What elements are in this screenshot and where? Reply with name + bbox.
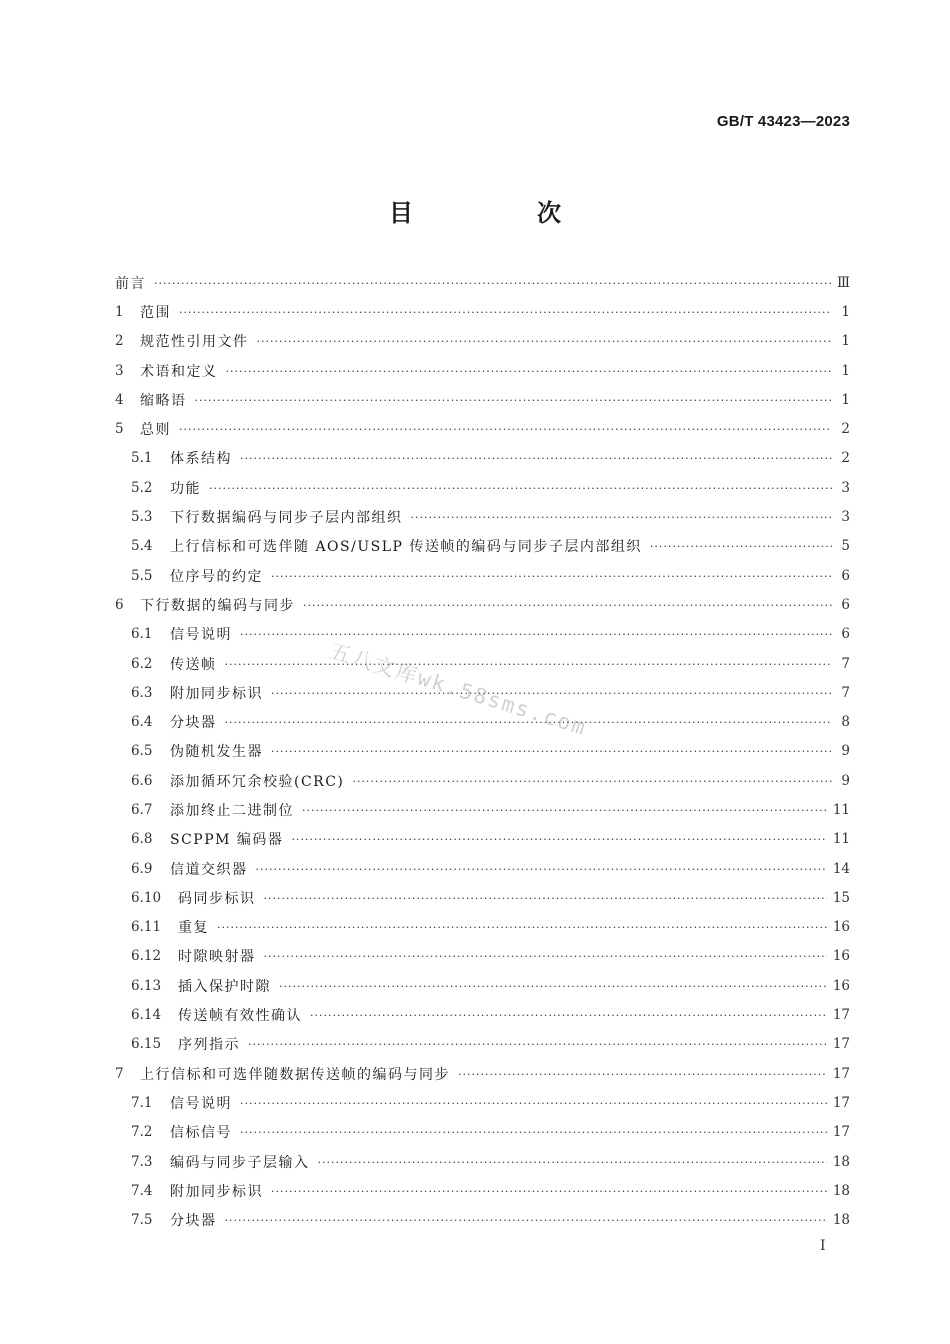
toc-entry-number: 6.1: [131, 626, 153, 643]
toc-entry-page: 6: [841, 567, 850, 584]
toc-entry-page: 11: [832, 831, 850, 848]
toc-entry-page: 18: [832, 1153, 850, 1170]
toc-entry-page: 6: [841, 626, 850, 643]
toc-entry-label: 编码与同步子层输入: [170, 1154, 310, 1171]
toc-entry[interactable]: [115, 356, 850, 385]
toc-leader-dots: [240, 452, 832, 466]
toc-entry-label: 下行数据的编码与同步: [140, 597, 295, 614]
toc-entry-page: 3: [841, 509, 850, 526]
toc-entry-page: 15: [832, 889, 850, 906]
toc-entry-label: 上行信标和可选伴随 AOS/USLP 传送帧的编码与同步子层内部组织: [170, 539, 642, 556]
toc-entry-number: 6: [115, 596, 124, 613]
toc-entry-page: 16: [832, 977, 850, 994]
toc-entry-label: 信道交织器: [170, 861, 248, 878]
toc-entry-number: 7.1: [131, 1094, 153, 1111]
page-number: I: [820, 1238, 826, 1254]
toc-entry-label: 分块器: [170, 715, 217, 732]
toc-entry[interactable]: [115, 1206, 850, 1235]
toc-entry[interactable]: [115, 649, 850, 678]
toc-entry-page: 18: [832, 1182, 850, 1199]
toc-entry-page: 5: [841, 538, 850, 555]
toc-entry-number: 6.9: [131, 860, 153, 877]
toc-entry-number: 6.5: [131, 743, 153, 760]
toc-entry-label: 插入保护时隙: [178, 978, 271, 995]
toc-entry-label: 序列指示: [178, 1037, 240, 1054]
toc-entry-label: 重复: [178, 920, 209, 937]
toc-entry-number: 5.1: [131, 450, 153, 467]
toc-entry[interactable]: [115, 414, 850, 443]
toc-entry-number: 5.4: [131, 538, 153, 555]
toc-entry[interactable]: [115, 795, 850, 824]
toc-leader-dots: [226, 365, 833, 379]
toc-entry-page: 7: [841, 684, 850, 701]
toc-entry[interactable]: [115, 854, 850, 883]
toc-entry-page: 2: [841, 421, 850, 438]
toc-leader-dots: [279, 980, 827, 994]
toc-entry-page: 16: [832, 948, 850, 965]
toc-leader-dots: [650, 540, 832, 554]
toc-entry-number: 1: [115, 303, 124, 320]
toc-leader-dots: [225, 658, 833, 672]
toc-leader-dots: [458, 1068, 827, 1082]
toc-entry[interactable]: [115, 327, 850, 356]
toc-entry-label: 添加终止二进制位: [170, 802, 294, 819]
toc-entry-page: 7: [841, 655, 850, 672]
toc-entry[interactable]: [115, 1118, 850, 1147]
toc-entry[interactable]: [115, 620, 850, 649]
toc-entry-number: 5: [115, 421, 124, 438]
toc-entry-number: 2: [115, 333, 124, 350]
toc-entry-number: 6.6: [131, 772, 153, 789]
toc-entry[interactable]: [115, 532, 850, 561]
toc-entry-page: 17: [832, 1124, 850, 1141]
toc-leader-dots: [271, 1185, 827, 1199]
toc-entry-number: 6.4: [131, 714, 153, 731]
toc-leader-dots: [271, 570, 832, 584]
standard-code: GB/T 43423—2023: [716, 113, 850, 130]
toc-entry-number: 5.3: [131, 509, 153, 526]
toc-entry[interactable]: [115, 883, 850, 912]
watermark: 五八文库wk.58sms.com: [326, 638, 590, 741]
toc-entry-label: 上行信标和可选伴随数据传送帧的编码与同步: [140, 1066, 450, 1083]
toc-leader-dots: [240, 1126, 827, 1140]
toc-entry-page: 18: [832, 1212, 850, 1229]
toc-leader-dots: [195, 394, 833, 408]
toc-entry[interactable]: [115, 1147, 850, 1176]
toc-entry-label: 附加同步标识: [170, 1183, 263, 1200]
toc-entry-number: 6.2: [131, 655, 153, 672]
toc-entry-label: 分块器: [170, 1213, 217, 1230]
toc-entry-number: 5.2: [131, 479, 153, 496]
toc-entry-number: 6.3: [131, 684, 153, 701]
toc-leader-dots: [264, 950, 827, 964]
toc-entry[interactable]: [115, 444, 850, 473]
toc-leader-dots: [179, 423, 832, 437]
toc-entry-number: 6.13: [131, 977, 162, 994]
toc-entry-number: 7.2: [131, 1124, 153, 1141]
toc-entry-page: 17: [832, 1094, 850, 1111]
toc-entry-label: 规范性引用文件: [140, 334, 249, 351]
table-of-contents: [115, 268, 850, 1235]
toc-entry-page: 17: [832, 1065, 850, 1082]
toc-entry-number: 6.14: [131, 1007, 162, 1024]
toc-entry-page: 1: [841, 303, 850, 320]
toc-leader-dots: [352, 775, 832, 789]
toc-leader-dots: [302, 804, 827, 818]
page-title: 目 次: [389, 199, 611, 227]
toc-entry-label: 总则: [140, 422, 171, 439]
toc-entry[interactable]: [115, 561, 850, 590]
toc-leader-dots: [225, 1214, 827, 1228]
toc-entry-number: 7: [115, 1065, 124, 1082]
toc-entry[interactable]: [115, 707, 850, 736]
toc-entry-label: 信标信号: [170, 1125, 232, 1142]
toc-entry-number: 6.10: [131, 889, 162, 906]
toc-leader-dots: [248, 1038, 827, 1052]
toc-entry-number: 6.7: [131, 801, 153, 818]
toc-leader-dots: [256, 863, 827, 877]
toc-leader-dots: [264, 892, 827, 906]
toc-entry[interactable]: [115, 590, 850, 619]
toc-entry-number: 6.8: [131, 831, 153, 848]
toc-entry-number: 6.15: [131, 1036, 162, 1053]
toc-entry[interactable]: [115, 766, 850, 795]
toc-entry-page: 8: [841, 714, 850, 731]
toc-entry-number: 7.3: [131, 1153, 153, 1170]
toc-entry[interactable]: [115, 1088, 850, 1117]
toc-entry-page: 9: [841, 772, 850, 789]
toc-entry-label: 下行数据编码与同步子层内部组织: [170, 510, 403, 527]
toc-leader-dots: [154, 277, 831, 291]
toc-entry-page: 1: [841, 333, 850, 350]
toc-entry-number: 4: [115, 391, 124, 408]
toc-leader-dots: [291, 833, 826, 847]
toc-entry-page: 16: [832, 919, 850, 936]
toc-entry-number: 6.11: [131, 919, 162, 936]
toc-entry[interactable]: [115, 297, 850, 326]
toc-entry-label: 传送帧有效性确认: [178, 1008, 302, 1025]
toc-entry-number: 5.5: [131, 567, 153, 584]
toc-entry-page: 2: [841, 450, 850, 467]
toc-entry-page: 9: [841, 743, 850, 760]
toc-entry-label: 时隙映射器: [178, 949, 256, 966]
toc-entry-label: 缩略语: [140, 392, 187, 409]
toc-entry-page: 11: [832, 801, 850, 818]
toc-entry-page: Ⅲ: [836, 274, 850, 291]
toc-entry-label: 术语和定义: [140, 363, 218, 380]
toc-entry-page: 17: [832, 1007, 850, 1024]
toc-entry-label: 伪随机发生器: [170, 744, 263, 761]
toc-leader-dots: [257, 335, 833, 349]
toc-entry-number: 3: [115, 362, 124, 379]
toc-entry-label: 范围: [140, 304, 171, 321]
toc-leader-dots: [303, 599, 832, 613]
toc-entry[interactable]: [115, 737, 850, 766]
toc-leader-dots: [271, 687, 832, 701]
toc-entry[interactable]: [115, 1176, 850, 1205]
toc-entry-page: 1: [841, 391, 850, 408]
toc-entry-label: 传送帧: [170, 656, 217, 673]
toc-leader-dots: [310, 1009, 827, 1023]
toc-entry-page: 3: [841, 479, 850, 496]
toc-leader-dots: [240, 628, 832, 642]
toc-entry-number: 7.5: [131, 1212, 153, 1229]
toc-leader-dots: [318, 1156, 827, 1170]
toc-entry-page: 14: [832, 860, 850, 877]
toc-entry[interactable]: [115, 1030, 850, 1059]
toc-entry[interactable]: [115, 825, 850, 854]
toc-leader-dots: [225, 716, 833, 730]
toc-entry-page: 1: [841, 362, 850, 379]
toc-entry-label: 前言: [115, 275, 146, 292]
toc-entry[interactable]: [115, 942, 850, 971]
toc-entry-number: 7.4: [131, 1182, 153, 1199]
toc-leader-dots: [217, 921, 827, 935]
toc-leader-dots: [240, 1097, 827, 1111]
toc-entry-label: 体系结构: [170, 451, 232, 468]
toc-entry[interactable]: [115, 385, 850, 414]
toc-entry-label: SCPPM 编码器: [170, 832, 284, 849]
toc-leader-dots: [209, 482, 832, 496]
toc-entry-label: 添加循环冗余校验(CRC): [170, 773, 345, 790]
toc-entry-label: 位序号的约定: [170, 568, 263, 585]
toc-entry[interactable]: [115, 678, 850, 707]
toc-entry-label: 附加同步标识: [170, 685, 263, 702]
toc-entry-page: 6: [841, 596, 850, 613]
toc-leader-dots: [179, 306, 832, 320]
toc-entry[interactable]: [115, 473, 850, 502]
toc-leader-dots: [411, 511, 833, 525]
toc-leader-dots: [271, 745, 832, 759]
toc-entry[interactable]: [115, 1059, 850, 1088]
toc-entry[interactable]: [115, 268, 850, 297]
toc-entry-label: 码同步标识: [178, 890, 256, 907]
toc-entry[interactable]: [115, 971, 850, 1000]
toc-entry[interactable]: [115, 502, 850, 531]
toc-entry-label: 信号说明: [170, 1095, 232, 1112]
toc-entry-label: 功能: [170, 480, 201, 497]
toc-entry-number: 6.12: [131, 948, 162, 965]
toc-entry-page: 17: [832, 1036, 850, 1053]
toc-entry-label: 信号说明: [170, 627, 232, 644]
toc-entry[interactable]: [115, 913, 850, 942]
toc-entry[interactable]: [115, 1000, 850, 1029]
